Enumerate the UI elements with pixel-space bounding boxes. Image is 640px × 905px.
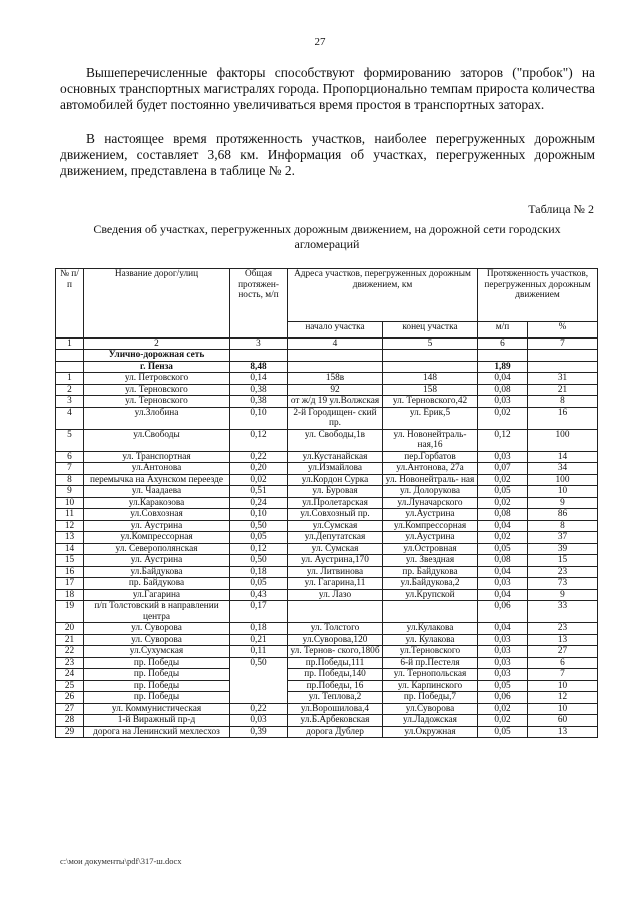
row-number: 17 xyxy=(56,578,84,590)
overload-length: 0,06 xyxy=(478,692,528,704)
table-row xyxy=(56,463,598,475)
header-overload: Протяженность участков, перегруженных дорожным движением xyxy=(478,269,598,322)
overload-percent: 10 xyxy=(528,703,598,715)
total-length: 0,10 xyxy=(230,509,288,521)
page-number: 27 xyxy=(314,36,326,48)
road-name: пр. Победы xyxy=(84,680,230,692)
row-number: 28 xyxy=(56,715,84,727)
overload-length: 0,04 xyxy=(478,589,528,601)
total-length: 0,12 xyxy=(230,429,288,451)
total-length: 0,12 xyxy=(230,543,288,555)
road-name: ул.Сухумская xyxy=(84,646,230,658)
overload-percent: 39 xyxy=(528,543,598,555)
table-row xyxy=(56,407,598,429)
overload-length: 0,03 xyxy=(478,657,528,669)
section-end: ул. Тернопольская xyxy=(383,669,478,681)
row-number: 12 xyxy=(56,520,84,532)
header-mp: м/п xyxy=(478,322,528,338)
section-end: ул. Новонейтраль- ная,16 xyxy=(383,429,478,451)
overload-percent: 15 xyxy=(528,555,598,567)
table-title: Сведения об участках, перегруженных дорожным движением, на дорожной сети городских агломераций xyxy=(93,222,561,251)
road-name: ул. Терновского xyxy=(84,396,230,408)
footer-file-path: c:\мои документы\pdf\317-ш.docx xyxy=(60,856,182,866)
total-length: 0,20 xyxy=(230,463,288,475)
section-end: ул.Луначарского xyxy=(383,497,478,509)
section-start: ул. Тернов- ского,180б xyxy=(288,646,383,658)
table-row xyxy=(56,555,598,567)
road-name: пр. Победы xyxy=(84,692,230,704)
overload-percent: 31 xyxy=(528,373,598,385)
overload-length: 0,02 xyxy=(478,474,528,486)
row-number: 6 xyxy=(56,451,84,463)
total-length: 0,50 xyxy=(230,520,288,532)
overload-percent: 16 xyxy=(528,407,598,429)
col-number: 2 xyxy=(84,338,230,350)
overload-length: 0,06 xyxy=(478,601,528,623)
overload-percent: 7 xyxy=(528,669,598,681)
table-row xyxy=(56,578,598,590)
road-name: ул. Коммунистическая xyxy=(84,703,230,715)
total-length: 0,24 xyxy=(230,497,288,509)
total-length: 0,39 xyxy=(230,726,288,738)
table-row xyxy=(56,634,598,646)
header-address: Адреса участков, перегруженных дорожным движением, км xyxy=(288,269,478,322)
row-number: 4 xyxy=(56,407,84,429)
row-number: 22 xyxy=(56,646,84,658)
row-number: 10 xyxy=(56,497,84,509)
section-start: ул.Депутатская xyxy=(288,532,383,544)
table-row xyxy=(56,520,598,532)
table-row xyxy=(56,669,598,681)
overload-length: 0,05 xyxy=(478,726,528,738)
section-end: ул.Кулакова xyxy=(383,623,478,635)
overload-length: 0,04 xyxy=(478,373,528,385)
section-start: ул. Свободы,1в xyxy=(288,429,383,451)
row-number: 9 xyxy=(56,486,84,498)
section-start: ул. Буровая xyxy=(288,486,383,498)
section-end: ул.Аустрина xyxy=(383,532,478,544)
road-name: ул.Совхозная xyxy=(84,509,230,521)
row-number: 23 xyxy=(56,657,84,669)
road-name: ул. Петровского xyxy=(84,373,230,385)
overload-length: 0,03 xyxy=(478,578,528,590)
overload-percent: 8 xyxy=(528,520,598,532)
total-length: 0,22 xyxy=(230,703,288,715)
overload-percent: 34 xyxy=(528,463,598,475)
col-number: 4 xyxy=(288,338,383,350)
section-end: ул.Байдукова,2 xyxy=(383,578,478,590)
table-row xyxy=(56,623,598,635)
section-start: ул. Аустрина,170 xyxy=(288,555,383,567)
section-end: ул.Терновского xyxy=(383,646,478,658)
overload-percent: 6 xyxy=(528,657,598,669)
header-pct: % xyxy=(528,322,598,338)
row-number: 1 xyxy=(56,373,84,385)
row-number: 18 xyxy=(56,589,84,601)
col-number: 7 xyxy=(528,338,598,350)
network-label: Улично-дорожная сеть xyxy=(84,350,230,362)
total-length: 0,02 xyxy=(230,474,288,486)
row-number: 14 xyxy=(56,543,84,555)
section-start: от ж/д 19 ул.Волжская xyxy=(288,396,383,408)
road-name: ул. Терновского xyxy=(84,384,230,396)
table-row xyxy=(56,396,598,408)
road-name: перемычка на Ахунском переезде xyxy=(84,474,230,486)
table-row xyxy=(56,373,598,385)
overload-percent: 14 xyxy=(528,451,598,463)
header-start: начало участка xyxy=(288,322,383,338)
col-number: 6 xyxy=(478,338,528,350)
overload-length: 0,08 xyxy=(478,555,528,567)
section-start: пр.Победы, 16 xyxy=(288,680,383,692)
table-row xyxy=(56,601,598,623)
section-end: ул. Долорукова xyxy=(383,486,478,498)
road-name: п/п Толстовский в направлении центра xyxy=(84,601,230,623)
section-start: ул.Сумская xyxy=(288,520,383,532)
table-row xyxy=(56,703,598,715)
city-length: 8,48 xyxy=(230,361,288,373)
section-start: ул.Кордон Сурка xyxy=(288,474,383,486)
table-row xyxy=(56,726,598,738)
overload-percent: 9 xyxy=(528,497,598,509)
overload-percent: 10 xyxy=(528,486,598,498)
header-end: конец участка xyxy=(383,322,478,338)
section-end: пер.Горбатов xyxy=(383,451,478,463)
section-end: пр. Байдукова xyxy=(383,566,478,578)
table-row xyxy=(56,692,598,704)
section-end: ул.Антонова, 27а xyxy=(383,463,478,475)
section-start: ул.Измайлова xyxy=(288,463,383,475)
overload-percent: 9 xyxy=(528,589,598,601)
row-number: 26 xyxy=(56,692,84,704)
overload-length: 0,05 xyxy=(478,486,528,498)
section-end: ул. Новонейтраль- ная xyxy=(383,474,478,486)
road-name: ул.Злобина xyxy=(84,407,230,429)
header-name: Название дорог/улиц xyxy=(84,269,230,338)
road-name: ул. Северополянская xyxy=(84,543,230,555)
section-end: ул.Островная xyxy=(383,543,478,555)
total-length: 0,50 xyxy=(230,555,288,567)
overload-length: 0,08 xyxy=(478,384,528,396)
total-length: 0,05 xyxy=(230,532,288,544)
section-start xyxy=(288,601,383,623)
table-row xyxy=(56,646,598,658)
overload-length: 0,03 xyxy=(478,669,528,681)
row-number: 8 xyxy=(56,474,84,486)
table-row xyxy=(56,429,598,451)
overload-length: 0,12 xyxy=(478,429,528,451)
road-name: ул.Компрессорная xyxy=(84,532,230,544)
city-name: г. Пенза xyxy=(84,361,230,373)
table-row xyxy=(56,486,598,498)
section-end: ул. Ерик,5 xyxy=(383,407,478,429)
overload-length: 0,02 xyxy=(478,715,528,727)
overload-percent: 27 xyxy=(528,646,598,658)
section-start: дорога Дублер xyxy=(288,726,383,738)
total-length: 0,18 xyxy=(230,566,288,578)
road-name: ул.Гагарина xyxy=(84,589,230,601)
section-end: ул. Терновского,42 xyxy=(383,396,478,408)
section-start: ул.Б.Арбековская xyxy=(288,715,383,727)
overload-percent: 86 xyxy=(528,509,598,521)
total-length: 0,51 xyxy=(230,486,288,498)
overload-length: 0,03 xyxy=(478,451,528,463)
section-start: пр.Победы,111 xyxy=(288,657,383,669)
row-number: 16 xyxy=(56,566,84,578)
overload-percent: 12 xyxy=(528,692,598,704)
overload-percent: 13 xyxy=(528,634,598,646)
col-number: 5 xyxy=(383,338,478,350)
section-end: ул.Ладожская xyxy=(383,715,478,727)
length-paragraph: В настоящее время протяженность участков, наиболее перегруженных дорожным движением, составляет 3,68 км. Информация об участках, перегруженных дорожным движением, представлена в таблице № 2. xyxy=(60,131,595,178)
table-row xyxy=(56,543,598,555)
table-row xyxy=(56,715,598,727)
road-name: ул. Аустрина xyxy=(84,520,230,532)
table-label: Таблица № 2 xyxy=(528,202,594,216)
section-start: пр. Победы,140 xyxy=(288,669,383,681)
section-start: 2-й Городищен- ский пр. xyxy=(288,407,383,429)
road-name: пр. Победы xyxy=(84,657,230,669)
section-end: 158 xyxy=(383,384,478,396)
section-start: ул.Ворошилова,4 xyxy=(288,703,383,715)
row-number: 2 xyxy=(56,384,84,396)
row-number: 13 xyxy=(56,532,84,544)
section-end: 148 xyxy=(383,373,478,385)
overload-length: 0,03 xyxy=(478,634,528,646)
table-row xyxy=(56,451,598,463)
total-length: 0,50 xyxy=(230,657,288,703)
road-name: ул.Свободы xyxy=(84,429,230,451)
road-name: ул. Чаадаева xyxy=(84,486,230,498)
total-length: 0,38 xyxy=(230,384,288,396)
total-length: 0,11 xyxy=(230,646,288,658)
section-start: ул.Кустанайская xyxy=(288,451,383,463)
road-name: ул.Каракозова xyxy=(84,497,230,509)
row-number: 11 xyxy=(56,509,84,521)
row-number: 24 xyxy=(56,669,84,681)
road-name: ул.Байдукова xyxy=(84,566,230,578)
overload-length: 0,05 xyxy=(478,680,528,692)
overload-percent: 23 xyxy=(528,566,598,578)
overload-length: 0,08 xyxy=(478,509,528,521)
section-start: ул.Пролетарская xyxy=(288,497,383,509)
overload-length: 0,04 xyxy=(478,623,528,635)
overload-length: 0,03 xyxy=(478,396,528,408)
city-overload: 1,89 xyxy=(478,361,528,373)
col-number: 3 xyxy=(230,338,288,350)
section-end: ул. Кулакова xyxy=(383,634,478,646)
overload-percent: 10 xyxy=(528,680,598,692)
road-name: 1-й Виражный пр-д xyxy=(84,715,230,727)
row-number: 15 xyxy=(56,555,84,567)
section-end: ул.Окружная xyxy=(383,726,478,738)
col-number: 1 xyxy=(56,338,84,350)
overload-length: 0,07 xyxy=(478,463,528,475)
section-end: ул.Суворова xyxy=(383,703,478,715)
table-row xyxy=(56,680,598,692)
overload-length: 0,05 xyxy=(478,543,528,555)
row-number: 5 xyxy=(56,429,84,451)
overload-length: 0,02 xyxy=(478,532,528,544)
road-name: ул. Суворова xyxy=(84,623,230,635)
row-number: 7 xyxy=(56,463,84,475)
total-length: 0,38 xyxy=(230,396,288,408)
section-start: ул.Суворова,120 xyxy=(288,634,383,646)
overload-length: 0,03 xyxy=(478,646,528,658)
table-row xyxy=(56,532,598,544)
row-number: 27 xyxy=(56,703,84,715)
table-row xyxy=(56,589,598,601)
table-row xyxy=(56,566,598,578)
table-row xyxy=(56,384,598,396)
section-start: ул. Гагарина,11 xyxy=(288,578,383,590)
section-end: ул. Звездная xyxy=(383,555,478,567)
section-start: ул. Сумская xyxy=(288,543,383,555)
road-name: дорога на Ленинский мехлесхоз xyxy=(84,726,230,738)
total-length: 0,22 xyxy=(230,451,288,463)
row-number: 21 xyxy=(56,634,84,646)
overload-percent: 100 xyxy=(528,474,598,486)
table-row xyxy=(56,497,598,509)
section-start: ул. Теплова,2 xyxy=(288,692,383,704)
header-num: № п/п xyxy=(56,269,84,338)
road-name: ул. Аустрина xyxy=(84,555,230,567)
total-length: 0,05 xyxy=(230,578,288,590)
road-name: ул.Антонова xyxy=(84,463,230,475)
section-end: пр. Победы,7 xyxy=(383,692,478,704)
section-start: 92 xyxy=(288,384,383,396)
section-end: ул.Компрессорная xyxy=(383,520,478,532)
total-length: 0,14 xyxy=(230,373,288,385)
total-length: 0,43 xyxy=(230,589,288,601)
section-start: ул.Совхозный пр. xyxy=(288,509,383,521)
section-start: ул. Лазо xyxy=(288,589,383,601)
overload-length: 0,04 xyxy=(478,566,528,578)
section-start: 158в xyxy=(288,373,383,385)
row-number: 20 xyxy=(56,623,84,635)
overload-percent: 100 xyxy=(528,429,598,451)
overload-percent: 23 xyxy=(528,623,598,635)
row-number: 29 xyxy=(56,726,84,738)
section-end: ул.Аустрина xyxy=(383,509,478,521)
total-length: 0,17 xyxy=(230,601,288,623)
section-end: ул. Карпинского xyxy=(383,680,478,692)
overload-length: 0,02 xyxy=(478,497,528,509)
overload-length: 0,02 xyxy=(478,703,528,715)
row-number: 19 xyxy=(56,601,84,623)
overload-length: 0,02 xyxy=(478,407,528,429)
header-length: Общая протяжен- ность, м/п xyxy=(230,269,288,338)
table-row xyxy=(56,474,598,486)
intro-paragraph: Вышеперечисленные факторы способствуют формированию заторов ("пробок") на основных транспортных магистралях города. Пропорционально темпам прироста количества автомобилей будет постоянно увеличиваться время простоя в транспортных заторах. xyxy=(60,65,595,112)
road-name: пр. Победы xyxy=(84,669,230,681)
table-row xyxy=(56,657,598,669)
row-number: 3 xyxy=(56,396,84,408)
overload-percent: 37 xyxy=(528,532,598,544)
table-row xyxy=(56,509,598,521)
road-name: ул. Транспортная xyxy=(84,451,230,463)
section-end xyxy=(383,601,478,623)
overload-percent: 8 xyxy=(528,396,598,408)
total-length: 0,21 xyxy=(230,634,288,646)
section-end: ул.Крупской xyxy=(383,589,478,601)
section-start: ул. Литвинова xyxy=(288,566,383,578)
section-start: ул. Толстого xyxy=(288,623,383,635)
overload-percent: 13 xyxy=(528,726,598,738)
overload-length: 0,04 xyxy=(478,520,528,532)
overload-percent: 33 xyxy=(528,601,598,623)
road-name: ул. Суворова xyxy=(84,634,230,646)
congestion-table xyxy=(55,268,598,738)
overload-percent: 73 xyxy=(528,578,598,590)
road-name: пр. Байдукова xyxy=(84,578,230,590)
total-length: 0,10 xyxy=(230,407,288,429)
total-length: 0,03 xyxy=(230,715,288,727)
section-end: 6-й пр.Пестеля xyxy=(383,657,478,669)
total-length: 0,18 xyxy=(230,623,288,635)
row-number: 25 xyxy=(56,680,84,692)
overload-percent: 21 xyxy=(528,384,598,396)
overload-percent: 60 xyxy=(528,715,598,727)
